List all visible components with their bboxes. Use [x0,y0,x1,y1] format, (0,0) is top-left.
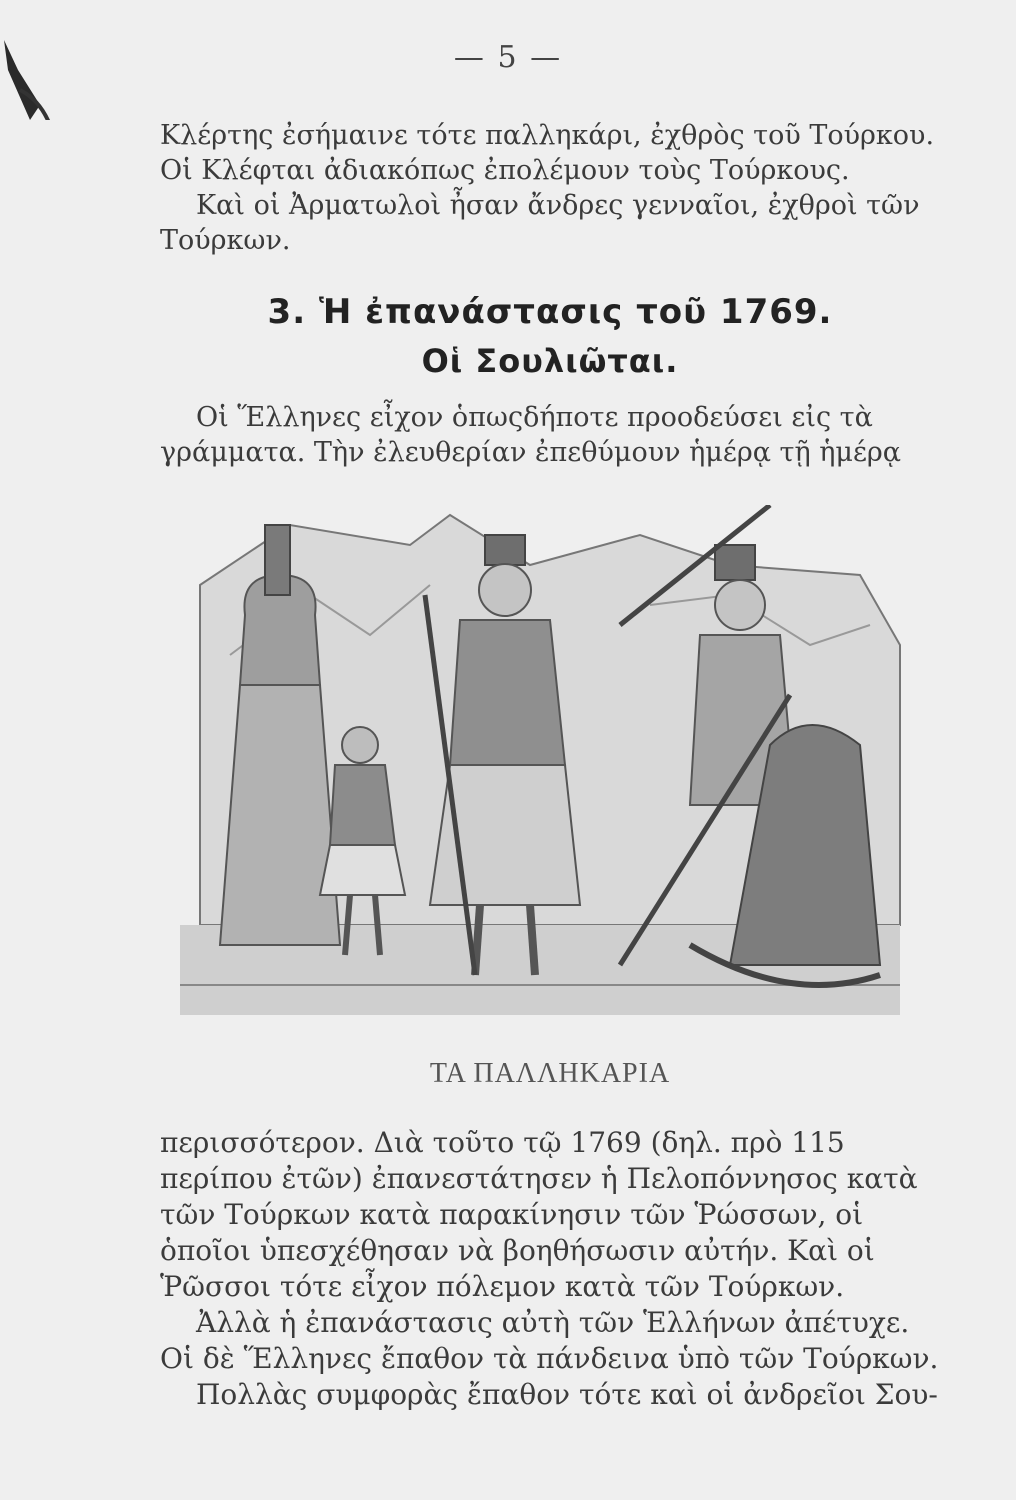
paragraph-failed: Ἀλλὰ ἡ ἐπανάστασις αὐτὴ τῶν Ἑλλήνων ἀπέτυχε. [196,1306,910,1339]
middle-text-block [160,400,940,470]
paragraph-greeks: Οἱ Ἕλληνες εἶχον ὁπωςδήποτε προοδεύσει εἰς τὰ γράμματα. Τὴν ἐλευθερίαν ἐπεθύμουν ἡμέρᾳ τῇ ἡμέρᾳ [160,402,902,468]
paragraph-revolution: περισσότερον. Διὰ τοῦτο τῷ 1769 (δηλ. πρὸ 115 περίπου ἐτῶν) ἐπανεστάτησεν ἡ Πελοπόννησος κατὰ τῶν Τούρκων κατὰ παρακίνησιν τῶν Ῥώσσων, οἱ ὁποῖοι ὑπεσχέθησαν νὰ βοηθήσωσιν αὐτήν. Καὶ οἱ Ῥῶσσοι τότε εἶχον πόλεμον κατὰ τῶν Τούρκων. [160,1126,918,1303]
paragraph-armatoles: Καὶ οἱ Ἀρματωλοὶ ἦσαν ἄνδρες γενναῖοι, ἐχθροὶ τῶν Τούρκων. [160,190,920,256]
page-number: — 5 — [453,40,563,75]
illustration-caption: ΤΑ ΠΑΛΛΗΚΑΡΙΑ [429,1058,671,1089]
engraving-illustration [170,505,910,1025]
section-subheading: Οἱ Σουλιῶται. [421,342,679,380]
section-heading: 3. Ἡ ἐπανάστασις τοῦ 1769. [267,292,833,332]
paragraph-souliotes: Πολλὰς συμφορὰς ἔπαθον τότε καὶ οἱ ἀνδρεῖοι Σου- [196,1378,938,1411]
paragraph-klefts: Οἱ Κλέφται ἀδιακόπως ἐπολέμουν τοὺς Τούρκους. [160,155,850,186]
paragraph-kleftis: Κλέρτης ἐσήμαινε τότε παλληκάρι, ἐχθρὸς τοῦ Τούρκου. [160,120,935,151]
paragraph-suffered: Οἱ δὲ Ἕλληνες ἔπαθον τὰ πάνδεινα ὑπὸ τῶν Τούρκων. [160,1342,939,1375]
bottom-text-block [160,1125,940,1413]
top-text-block [160,118,940,258]
